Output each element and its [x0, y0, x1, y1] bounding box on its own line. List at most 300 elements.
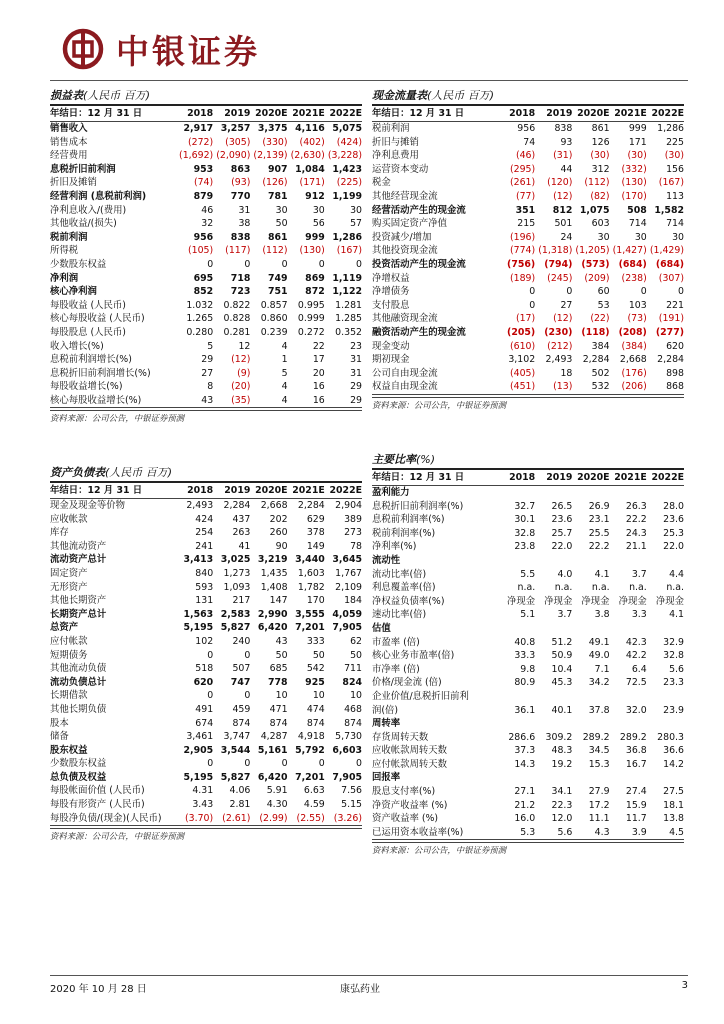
header-year: 2020E — [255, 485, 288, 496]
row-value: (191) — [658, 313, 684, 325]
row-value: (332) — [621, 163, 647, 175]
row-value — [572, 690, 609, 704]
row-value: 32.8 — [514, 527, 536, 539]
row-value: 10.4 — [551, 663, 573, 675]
row-label: 核心净利润 — [50, 286, 97, 298]
header-year: 2019 — [546, 108, 573, 119]
row-value: (205) — [507, 326, 536, 338]
row-value: 593 — [195, 581, 214, 593]
row-label: 股本 — [50, 717, 69, 729]
table-row — [50, 594, 362, 608]
row-value: 838 — [554, 123, 573, 134]
row-value: 953 — [193, 163, 214, 175]
row-value: 4 — [281, 394, 288, 406]
table-row — [50, 553, 362, 567]
row-value: 3,440 — [295, 554, 325, 566]
row-value: 861 — [267, 231, 288, 243]
table-row — [50, 190, 362, 204]
row-label: 折旧与摊销 — [372, 136, 419, 148]
row-value: 5,195 — [183, 622, 214, 634]
table-row — [50, 717, 362, 731]
row-value: 7,201 — [295, 771, 325, 783]
row-value — [498, 486, 535, 500]
row-value: 45.3 — [551, 677, 573, 689]
row-label: 经营活动产生的现金流 — [372, 204, 466, 216]
financial-table — [50, 106, 362, 407]
table-row — [50, 136, 362, 150]
row-value: 1,782 — [297, 581, 325, 593]
row-value: 80.9 — [514, 677, 536, 689]
row-value: (756) — [507, 258, 536, 270]
row-value — [572, 717, 609, 731]
row-value: 103 — [628, 299, 647, 311]
row-value: 770 — [230, 190, 251, 202]
row-value: 62 — [350, 635, 362, 647]
table-row — [50, 244, 362, 258]
table-row — [372, 663, 684, 677]
table-frame — [50, 481, 362, 826]
row-value: 1.265 — [186, 313, 214, 325]
row-value: (2.61) — [222, 812, 251, 824]
row-label: 估值 — [372, 622, 391, 634]
row-label: 净权益负债率(%) — [372, 595, 445, 607]
table-row — [50, 204, 362, 218]
row-value: 4.06 — [229, 785, 251, 797]
row-value: 50.9 — [551, 650, 573, 662]
row-value: (12) — [553, 313, 573, 325]
row-value: 620 — [666, 340, 684, 352]
row-value: (272) — [187, 136, 214, 148]
row-value: (1,205) — [575, 245, 610, 257]
table-row — [372, 649, 684, 663]
row-value: 78 — [350, 540, 362, 552]
table-row — [372, 717, 684, 731]
row-label: 资产收益率 (%) — [372, 813, 439, 825]
row-value: 7,905 — [332, 771, 362, 783]
row-label: 总资产 — [50, 622, 79, 634]
row-value: 49.1 — [588, 636, 610, 648]
row-value: (2.55) — [296, 812, 325, 824]
row-value: (2.99) — [259, 812, 288, 824]
table-row — [372, 231, 684, 245]
row-label: 每股有形资产 (人民币) — [50, 799, 145, 811]
row-label: 应付帐款 — [50, 635, 88, 647]
row-value: 4.30 — [266, 799, 288, 811]
row-value: 925 — [305, 676, 325, 688]
row-label: 净增债务 — [372, 286, 410, 298]
row-value: 7.56 — [341, 785, 362, 797]
table-row — [372, 244, 684, 258]
row-value: 36.8 — [625, 745, 647, 757]
row-value: (794) — [544, 258, 573, 270]
row-value: (118) — [581, 326, 610, 338]
row-value: 502 — [591, 367, 610, 379]
row-value: 42.2 — [625, 650, 647, 662]
row-value: 16 — [312, 394, 325, 406]
row-value: 695 — [193, 272, 214, 284]
row-value: 43 — [275, 635, 288, 647]
row-value: (1,429) — [649, 245, 684, 257]
row-value: 0 — [529, 286, 536, 298]
table-row — [50, 499, 362, 513]
row-value: (30) — [590, 150, 610, 162]
row-value — [610, 554, 647, 568]
row-value: 27.4 — [625, 786, 647, 798]
key-ratios — [372, 452, 684, 857]
row-value: 3.7 — [557, 609, 573, 621]
row-value: 27.5 — [663, 786, 684, 798]
row-value: 37.8 — [588, 704, 610, 716]
row-value: (261) — [509, 177, 536, 189]
row-value: (167) — [658, 177, 684, 189]
row-value: 4.31 — [192, 785, 214, 797]
header-label: 年结日：12 月 31 日 — [372, 472, 465, 483]
row-value: 21.2 — [514, 799, 536, 811]
table-header-row — [50, 106, 362, 122]
table-row — [372, 272, 684, 286]
row-value: 16.7 — [625, 758, 647, 770]
row-value: (130) — [621, 177, 647, 189]
row-value: 18 — [560, 367, 573, 379]
row-value: 260 — [269, 527, 288, 539]
row-value: 874 — [306, 717, 325, 729]
row-value: (208) — [618, 326, 647, 338]
table-row — [372, 758, 684, 772]
row-value: 2,493 — [186, 500, 214, 511]
row-label: 每股股息 (人民币) — [50, 326, 126, 338]
row-value — [535, 771, 572, 785]
table-row — [50, 217, 362, 231]
table-header-row — [372, 470, 684, 486]
row-value: 3,219 — [257, 554, 288, 566]
row-value: 14.3 — [514, 758, 536, 770]
row-label: 应付帐款周转天数 — [372, 758, 448, 770]
row-value: 13.8 — [663, 813, 684, 825]
row-value: 280.3 — [657, 731, 684, 743]
cashflow-statement — [372, 88, 684, 412]
row-value: 1,286 — [657, 123, 684, 134]
source-note: 资料来源：公司公告，中银证券预测 — [50, 828, 362, 843]
header-divider — [50, 80, 688, 81]
row-label: 储备 — [50, 731, 69, 743]
table-row — [50, 649, 362, 663]
section-title-text: 损益表 — [50, 89, 83, 102]
row-value: 3.9 — [631, 826, 647, 838]
row-value: 778 — [267, 676, 288, 688]
table-row — [50, 771, 362, 785]
row-value: (30) — [627, 150, 647, 162]
row-value: 1.032 — [186, 299, 214, 311]
financial-table — [50, 483, 362, 825]
row-value: 747 — [230, 676, 251, 688]
header-year: 2018 — [187, 108, 214, 119]
row-value: 389 — [344, 513, 362, 525]
row-value: 0.280 — [186, 326, 214, 338]
row-value: 10 — [312, 690, 325, 702]
row-value: 11.1 — [588, 813, 610, 825]
row-value — [498, 690, 535, 704]
row-value — [610, 622, 647, 636]
table-row — [372, 744, 684, 758]
row-value: 56 — [312, 218, 325, 230]
table-row — [50, 689, 362, 703]
brand-name: 中银证券 — [116, 32, 260, 71]
row-value: 868 — [666, 381, 684, 393]
header-year: 2018 — [187, 485, 214, 496]
row-value: 424 — [195, 513, 214, 525]
row-value: 3,461 — [186, 731, 214, 743]
row-value: (117) — [225, 245, 251, 257]
row-value: 3,375 — [257, 123, 288, 134]
row-value: 4,116 — [295, 123, 325, 134]
row-value: 22 — [312, 340, 325, 352]
row-value: 147 — [269, 595, 288, 607]
row-value: n.a. — [517, 582, 536, 594]
row-label: 流动比率(倍) — [372, 568, 427, 580]
row-label: 长期资产总计 — [50, 608, 107, 620]
table-row — [50, 581, 362, 595]
row-value: 378 — [306, 527, 325, 539]
row-label: 其他长期负债 — [50, 703, 107, 715]
row-value: (230) — [544, 326, 573, 338]
source-note: 资料来源：公司公告，中银证券预测 — [372, 842, 684, 857]
row-value: (20) — [231, 381, 251, 393]
row-value: 471 — [269, 703, 288, 715]
bank-of-china-logo-icon — [62, 28, 104, 70]
row-value: 19.2 — [551, 758, 573, 770]
row-value: 5 — [281, 367, 288, 379]
row-label: 息税折旧前利润 — [50, 163, 116, 175]
row-value: n.a. — [629, 582, 647, 594]
row-value: (77) — [515, 190, 536, 202]
row-label: 购买固定资产净值 — [372, 218, 448, 230]
row-value: 273 — [344, 527, 362, 539]
row-label: 现金变动 — [372, 340, 410, 352]
row-value: 861 — [591, 123, 610, 134]
row-value: n.a. — [666, 582, 684, 594]
row-label: 速动比率(倍) — [372, 609, 427, 621]
row-value — [498, 717, 535, 731]
row-value: 57 — [350, 218, 362, 230]
row-value: (82) — [590, 190, 610, 202]
row-value: 42.3 — [625, 636, 647, 648]
row-value: 31 — [238, 204, 251, 216]
row-value: 15.3 — [588, 758, 610, 770]
row-value: (93) — [231, 177, 251, 189]
row-value: 312 — [591, 163, 610, 175]
row-label: 所得税 — [50, 245, 79, 257]
table-row — [372, 176, 684, 190]
row-value: 102 — [195, 635, 214, 647]
table-row — [50, 231, 362, 245]
row-value: 20 — [312, 367, 325, 379]
row-value: 23.8 — [514, 541, 536, 553]
row-value — [647, 690, 684, 704]
row-value: 49.0 — [588, 650, 610, 662]
row-value: 48.3 — [551, 745, 573, 757]
row-value: 437 — [232, 513, 251, 525]
row-label: 价格/现金流 (倍) — [372, 677, 442, 689]
table-row — [372, 299, 684, 313]
row-value: 2,493 — [545, 354, 573, 366]
row-label: 其他收益/(损失) — [50, 218, 117, 230]
row-value: 3,413 — [183, 554, 214, 566]
row-value: 5.91 — [266, 785, 288, 797]
income-statement — [50, 88, 362, 425]
row-value: 1,084 — [295, 163, 325, 175]
row-value: 16 — [312, 381, 325, 393]
row-value: (12) — [231, 354, 251, 366]
row-label: 其他投资现金流 — [372, 245, 438, 257]
row-label: 净利润 — [50, 272, 79, 284]
row-value: 31 — [350, 354, 362, 366]
row-value: 1,435 — [260, 567, 288, 579]
header-year: 2020E — [255, 108, 288, 119]
row-value: 4.3 — [594, 826, 610, 838]
table-row — [50, 608, 362, 622]
row-label: 应收帐款周转天数 — [372, 745, 448, 757]
row-label: 税前利润 — [372, 123, 410, 134]
row-value: 51.2 — [551, 636, 573, 648]
row-value: 711 — [344, 663, 362, 675]
row-value: (73) — [627, 313, 647, 325]
row-label: 投资活动产生的现金流 — [372, 258, 466, 270]
row-value: 0 — [244, 649, 251, 661]
row-value: 60 — [597, 286, 610, 298]
row-value: 22.3 — [551, 799, 573, 811]
row-value: 50 — [275, 649, 288, 661]
row-value: (209) — [584, 272, 610, 284]
row-value: 30 — [350, 204, 362, 216]
table-row — [372, 149, 684, 163]
row-value: 4 — [281, 340, 288, 352]
row-label: 核心每股收益 (人民币) — [50, 313, 145, 325]
row-value — [535, 554, 572, 568]
row-value: 23.6 — [663, 514, 684, 526]
row-value: 9.8 — [520, 663, 536, 675]
section-title — [372, 88, 684, 104]
table-row — [50, 621, 362, 635]
row-value: 863 — [230, 163, 251, 175]
row-value: 0 — [207, 258, 214, 270]
row-value: 14.2 — [663, 758, 684, 770]
row-value: 37.3 — [514, 745, 536, 757]
row-value: 221 — [666, 299, 684, 311]
row-value: 3.7 — [631, 568, 647, 580]
table-frame — [50, 104, 362, 408]
financial-table — [372, 470, 684, 839]
row-value: 131 — [195, 595, 214, 607]
table-row — [50, 340, 362, 354]
row-value: 0.999 — [297, 313, 325, 325]
row-value: 999 — [628, 123, 647, 134]
row-value: 333 — [306, 635, 325, 647]
row-label: 折旧及摊销 — [50, 177, 97, 189]
row-value: (176) — [621, 367, 647, 379]
row-label: 其他融资现金流 — [372, 313, 438, 325]
row-value: (167) — [336, 245, 362, 257]
row-value: 956 — [193, 231, 214, 243]
header-year: 2021E — [292, 485, 325, 496]
row-value: (31) — [553, 150, 573, 162]
row-label: 息税前利润率(%) — [372, 514, 445, 526]
row-value: 4,918 — [297, 731, 325, 743]
row-value: 286.6 — [508, 731, 536, 743]
row-value: 25.3 — [663, 527, 684, 539]
row-value: 171 — [628, 136, 647, 148]
row-value: 40.8 — [514, 636, 536, 648]
row-value: 1,273 — [223, 567, 251, 579]
row-value: 714 — [666, 218, 684, 230]
table-row — [372, 326, 684, 340]
table-row — [50, 662, 362, 676]
row-value: 3,555 — [295, 608, 325, 620]
row-value: (684) — [655, 258, 684, 270]
row-label: 应收帐款 — [50, 513, 88, 525]
row-label: 权益自由现金流 — [372, 381, 438, 393]
header-year: 2021E — [292, 108, 325, 119]
row-value: (126) — [262, 177, 288, 189]
row-value: 718 — [230, 272, 251, 284]
row-value: 0 — [529, 299, 536, 311]
row-label: 少数股东权益 — [50, 758, 107, 770]
header-year: 2020E — [577, 472, 610, 483]
header-year: 2018 — [509, 108, 536, 119]
row-value: 781 — [267, 190, 288, 202]
row-value: 0 — [356, 758, 362, 770]
row-value: 4.59 — [303, 799, 325, 811]
row-value: 36.6 — [663, 745, 684, 757]
row-value: 5,161 — [257, 744, 288, 756]
row-value: 7,905 — [332, 622, 362, 634]
row-value: 净现金 — [655, 595, 684, 607]
table-row — [372, 676, 684, 690]
section-unit: (人民币 百万) — [105, 466, 173, 479]
row-value: 749 — [267, 272, 288, 284]
row-value: (2,139) — [253, 150, 288, 162]
row-label: 支付股息 — [372, 299, 410, 311]
row-value: 0 — [281, 258, 288, 270]
table-row — [372, 812, 684, 826]
table-row — [372, 486, 684, 500]
row-value: 0.857 — [260, 299, 288, 311]
row-value: (307) — [658, 272, 684, 284]
header-year: 2019 — [546, 472, 573, 483]
row-value: 27 — [201, 367, 214, 379]
table-row — [50, 176, 362, 190]
row-value: 202 — [269, 513, 288, 525]
row-value: 824 — [342, 676, 362, 688]
row-value: 净现金 — [618, 595, 647, 607]
row-value: (189) — [509, 272, 536, 284]
table-row — [50, 380, 362, 394]
row-value: (130) — [299, 245, 325, 257]
table-row — [372, 190, 684, 204]
row-label: 核心每股收益增长(%) — [50, 394, 142, 406]
row-value: 501 — [554, 218, 573, 230]
row-value: 25.7 — [551, 527, 573, 539]
header-year: 2019 — [224, 108, 251, 119]
row-label: 股息支付率(%) — [372, 786, 436, 798]
row-value: 113 — [666, 190, 684, 202]
row-value: (402) — [299, 136, 325, 148]
row-value: 30 — [634, 231, 647, 243]
row-value: 27 — [560, 299, 573, 311]
row-label: 核心业务市盈率(倍) — [372, 650, 455, 662]
section-title — [50, 465, 362, 481]
row-value: 34.1 — [551, 786, 573, 798]
row-value: (384) — [621, 340, 647, 352]
